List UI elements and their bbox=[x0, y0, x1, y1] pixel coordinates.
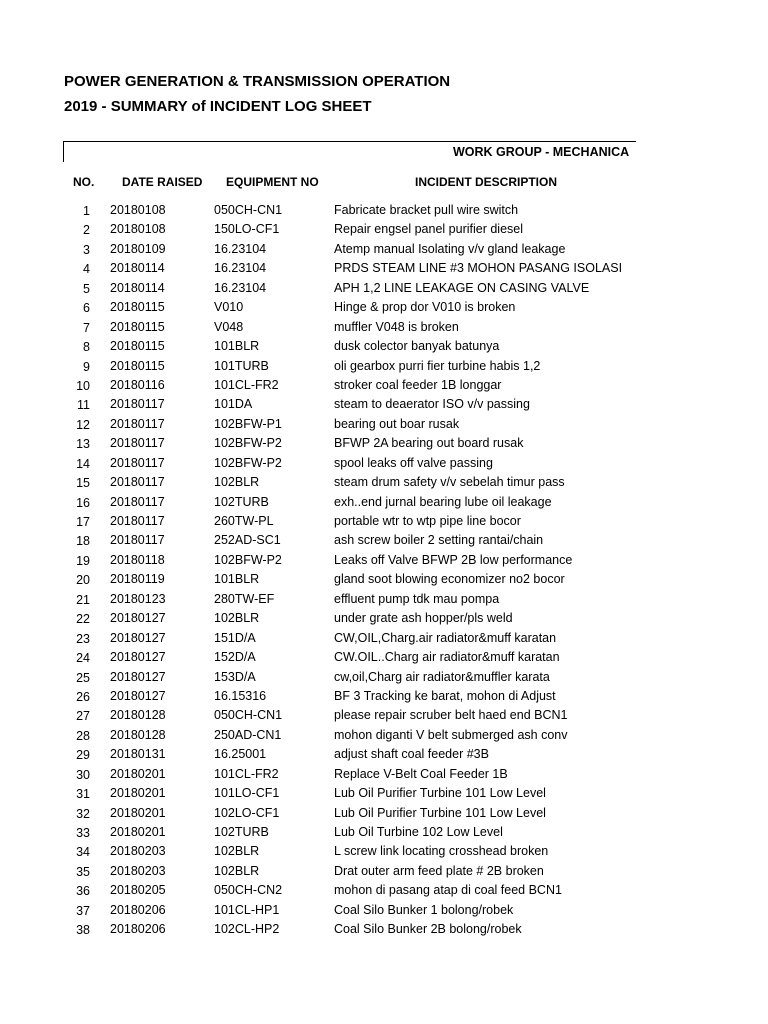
table-row bbox=[0, 241, 768, 260]
row-date-raised: 20180206 bbox=[110, 922, 166, 937]
row-number-text: 13 bbox=[76, 437, 90, 452]
row-equipment-no: 050CH-CN2 bbox=[214, 883, 283, 898]
work-group-frame bbox=[63, 141, 636, 162]
row-date-raised: 20180108 bbox=[110, 222, 166, 237]
row-date-raised: 20180108 bbox=[110, 203, 166, 217]
row-number-text: 21 bbox=[76, 592, 90, 607]
row-equipment-no: 102LO-CF1 bbox=[214, 805, 280, 820]
row-date-raised: 20180128 bbox=[110, 708, 166, 723]
table-row bbox=[0, 591, 768, 610]
row-incident-description: steam to deaerator ISO v/v passing bbox=[334, 397, 530, 412]
table-row bbox=[0, 630, 768, 649]
row-date-raised: 20180127 bbox=[110, 611, 166, 626]
row-date-raised: 20180128 bbox=[110, 727, 166, 742]
table-row bbox=[0, 669, 768, 688]
table-row bbox=[0, 824, 768, 843]
row-date-raised: 20180201 bbox=[110, 825, 166, 839]
row-equipment-no: 16.23104 bbox=[214, 280, 267, 295]
row-number-text: 36 bbox=[76, 884, 90, 899]
row-date-raised: 20180118 bbox=[110, 552, 165, 567]
row-date-raised: 20180117 bbox=[110, 514, 165, 528]
row-number-text: 7 bbox=[83, 320, 90, 335]
row-number-text: 31 bbox=[76, 787, 90, 802]
row-equipment-no: 101TURB bbox=[214, 358, 269, 373]
row-equipment-no: 153D/A bbox=[214, 669, 256, 684]
row-number-text: 25 bbox=[76, 670, 90, 685]
table-row bbox=[0, 921, 768, 940]
row-number-text: 30 bbox=[76, 767, 90, 782]
row-equipment-no: 152D/A bbox=[214, 650, 256, 665]
row-number-text: 11 bbox=[77, 398, 90, 413]
row-incident-description: Atemp manual Isolating v/v gland leakage bbox=[334, 241, 566, 256]
row-equipment-no: 280TW-EF bbox=[214, 591, 275, 606]
row-incident-description: Lub Oil Purifier Turbine 101 Low Level bbox=[334, 805, 546, 820]
row-date-raised: 20180114 bbox=[110, 261, 165, 276]
row-equipment-no: V048 bbox=[214, 319, 244, 334]
row-date-raised: 20180201 bbox=[110, 786, 166, 801]
row-number-text: 10 bbox=[76, 378, 90, 393]
row-equipment-no: 101BLR bbox=[214, 339, 260, 354]
row-equipment-no: 102BFW-P2 bbox=[214, 552, 282, 567]
row-incident-description: Repair engsel panel purifier diesel bbox=[334, 222, 524, 237]
row-equipment-no: 150LO-CF1 bbox=[214, 222, 280, 237]
table-row bbox=[0, 319, 768, 338]
table-row bbox=[0, 805, 768, 824]
row-incident-description: Coal Silo Bunker 1 bolong/robek bbox=[334, 902, 514, 917]
row-number-text: 24 bbox=[76, 651, 90, 666]
row-number-text: 6 bbox=[83, 301, 90, 316]
table-row bbox=[0, 688, 768, 707]
table-row bbox=[0, 377, 768, 396]
row-number-text: 19 bbox=[76, 553, 90, 568]
row-incident-description: exh..end jurnal bearing lube oil leakage bbox=[334, 494, 552, 509]
row-incident-description: L screw link locating crosshead broken bbox=[334, 844, 549, 859]
table-row bbox=[0, 863, 768, 882]
row-date-raised: 20180117 bbox=[110, 494, 165, 509]
table-row bbox=[0, 474, 768, 493]
table-row bbox=[0, 843, 768, 862]
row-number-text: 35 bbox=[76, 864, 90, 879]
row-number-text: 29 bbox=[76, 748, 90, 763]
row-equipment-no: 102BLR bbox=[214, 863, 260, 878]
row-incident-description: bearing out boar rusak bbox=[334, 416, 460, 431]
row-equipment-no: 102BLR bbox=[214, 844, 260, 859]
row-equipment-no: 252AD-SC1 bbox=[214, 533, 281, 548]
row-number-text: 20 bbox=[76, 573, 90, 588]
row-equipment-no: 101LO-CF1 bbox=[214, 786, 280, 801]
row-number-text: 28 bbox=[76, 728, 90, 743]
row-date-raised: 20180127 bbox=[110, 630, 166, 645]
row-number-text: 4 bbox=[83, 262, 90, 277]
row-incident-description: Fabricate bracket pull wire switch bbox=[334, 203, 519, 217]
header-no: NO. bbox=[73, 175, 95, 189]
row-number-text: 3 bbox=[83, 242, 90, 257]
row-equipment-no: 101CL-FR2 bbox=[214, 377, 279, 392]
row-incident-description: under grate ash hopper/pls weld bbox=[334, 611, 513, 626]
row-equipment-no: 102BLR bbox=[214, 475, 260, 490]
row-number-text: 1 bbox=[83, 204, 90, 218]
row-incident-description: ash screw boiler 2 setting rantai/chain bbox=[334, 533, 544, 548]
work-group-label: WORK GROUP - MECHANICA bbox=[453, 145, 630, 159]
row-incident-description: Lub Oil Purifier Turbine 101 Low Level bbox=[334, 786, 546, 801]
row-incident-description: BF 3 Tracking ke barat, mohon di Adjust bbox=[334, 688, 556, 703]
row-number-text: 33 bbox=[76, 826, 90, 840]
row-equipment-no: 101CL-HP1 bbox=[214, 902, 280, 917]
row-date-raised: 20180117 bbox=[110, 416, 165, 431]
row-date-raised: 20180119 bbox=[110, 572, 165, 587]
row-incident-description: mohon di pasang atap di coal feed BCN1 bbox=[334, 883, 562, 898]
table-row bbox=[0, 882, 768, 901]
row-equipment-no: V010 bbox=[214, 300, 244, 315]
row-equipment-no: 101BLR bbox=[214, 572, 260, 587]
row-equipment-no: 102BFW-P1 bbox=[214, 416, 282, 431]
row-equipment-no: 102BLR bbox=[214, 611, 260, 626]
table-row bbox=[0, 766, 768, 785]
table-row bbox=[0, 455, 768, 474]
row-equipment-no: 102TURB bbox=[214, 494, 269, 509]
row-date-raised: 20180117 bbox=[110, 397, 165, 412]
table-row bbox=[0, 902, 768, 921]
table-row bbox=[0, 552, 768, 571]
row-equipment-no: 050CH-CN1 bbox=[214, 708, 283, 723]
row-number-text: 22 bbox=[76, 612, 90, 627]
row-number-text: 2 bbox=[83, 223, 90, 238]
header-incident-description: INCIDENT DESCRIPTION bbox=[415, 175, 558, 189]
table-row bbox=[0, 299, 768, 318]
row-date-raised: 20180117 bbox=[110, 436, 165, 451]
row-number-text: 5 bbox=[83, 281, 90, 296]
row-incident-description: cw,oil,Charg air radiator&muffler karata bbox=[334, 669, 550, 684]
row-date-raised: 20180115 bbox=[110, 300, 165, 315]
row-date-raised: 20180203 bbox=[110, 844, 166, 859]
row-number-text: 27 bbox=[76, 709, 90, 724]
row-date-raised: 20180131 bbox=[110, 747, 166, 762]
row-incident-description: PRDS STEAM LINE #3 MOHON PASANG ISOLASI bbox=[334, 261, 623, 276]
row-date-raised: 20180115 bbox=[110, 358, 165, 373]
row-incident-description: effluent pump tdk mau pompa bbox=[334, 591, 500, 606]
row-incident-description: muffler V048 is broken bbox=[334, 319, 459, 334]
row-equipment-no: 102BFW-P2 bbox=[214, 455, 282, 470]
row-equipment-no: 250AD-CN1 bbox=[214, 727, 282, 742]
row-incident-description: CW.OIL..Charg air radiator&muff karatan bbox=[334, 650, 560, 665]
row-equipment-no: 16.25001 bbox=[214, 747, 267, 762]
table-row bbox=[0, 707, 768, 726]
table-row bbox=[0, 513, 768, 532]
row-equipment-no: 16.23104 bbox=[214, 261, 267, 276]
row-date-raised: 20180115 bbox=[110, 339, 165, 354]
row-date-raised: 20180116 bbox=[110, 377, 165, 392]
row-equipment-no: 050CH-CN1 bbox=[214, 203, 283, 217]
row-date-raised: 20180127 bbox=[110, 669, 166, 684]
row-incident-description: steam drum safety v/v sebelah timur pass bbox=[334, 475, 565, 490]
row-incident-description: BFWP 2A bearing out board rusak bbox=[334, 436, 524, 451]
row-date-raised: 20180117 bbox=[110, 533, 165, 548]
row-incident-description: Coal Silo Bunker 2B bolong/robek bbox=[334, 922, 522, 937]
row-incident-description: dusk colector banyak batunya bbox=[334, 339, 500, 354]
table-row bbox=[0, 785, 768, 804]
row-number-text: 34 bbox=[76, 845, 90, 860]
table-row bbox=[0, 260, 768, 279]
row-incident-description: spool leaks off valve passing bbox=[334, 455, 493, 470]
row-incident-description: stroker coal feeder 1B longgar bbox=[334, 377, 502, 392]
row-date-raised: 20180201 bbox=[110, 805, 166, 820]
row-number-text: 37 bbox=[76, 903, 90, 918]
row-date-raised: 20180117 bbox=[110, 455, 165, 470]
row-incident-description: please repair scruber belt haed end BCN1 bbox=[334, 708, 568, 723]
row-incident-description: Lub Oil Turbine 102 Low Level bbox=[334, 825, 503, 839]
row-equipment-no: 101CL-FR2 bbox=[214, 766, 279, 781]
table-row bbox=[0, 610, 768, 629]
row-date-raised: 20180201 bbox=[110, 766, 166, 781]
row-number-text: 12 bbox=[76, 417, 90, 432]
report-title: POWER GENERATION & TRANSMISSION OPERATION bbox=[64, 73, 451, 90]
row-date-raised: 20180205 bbox=[110, 883, 166, 898]
row-incident-description: oli gearbox purri fier turbine habis 1,2 bbox=[334, 358, 541, 373]
row-incident-description: Leaks off Valve BFWP 2B low performance bbox=[334, 552, 573, 567]
table-row bbox=[0, 571, 768, 590]
incident-table bbox=[0, 202, 768, 941]
row-date-raised: 20180123 bbox=[110, 591, 166, 606]
row-date-raised: 20180127 bbox=[110, 650, 166, 665]
table-row bbox=[0, 727, 768, 746]
row-date-raised: 20180109 bbox=[110, 241, 166, 256]
row-number-text: 14 bbox=[76, 456, 90, 471]
row-incident-description: Replace V-Belt Coal Feeder 1B bbox=[334, 766, 508, 781]
row-number-text: 9 bbox=[83, 359, 90, 374]
row-number-text: 38 bbox=[76, 923, 90, 938]
row-number-text: 32 bbox=[76, 806, 90, 821]
row-equipment-no: 102TURB bbox=[214, 825, 269, 839]
row-incident-description: Hinge & prop dor V010 is broken bbox=[334, 300, 516, 315]
report-subtitle: 2019 - SUMMARY of INCIDENT LOG SHEET bbox=[64, 98, 372, 115]
table-row bbox=[0, 435, 768, 454]
row-incident-description: portable wtr to wtp pipe line bocor bbox=[334, 514, 521, 528]
table-row bbox=[0, 338, 768, 357]
row-date-raised: 20180203 bbox=[110, 863, 166, 878]
row-date-raised: 20180127 bbox=[110, 688, 166, 703]
row-number-text: 23 bbox=[76, 631, 90, 646]
row-equipment-no: 16.23104 bbox=[214, 241, 267, 256]
row-equipment-no: 102CL-HP2 bbox=[214, 922, 280, 937]
row-incident-description: mohon diganti V belt submerged ash conv bbox=[334, 727, 568, 742]
row-date-raised: 20180117 bbox=[110, 475, 165, 490]
row-equipment-no: 102BFW-P2 bbox=[214, 436, 282, 451]
table-row bbox=[0, 532, 768, 551]
table-row bbox=[0, 494, 768, 513]
table-row bbox=[0, 649, 768, 668]
table-row bbox=[0, 746, 768, 765]
table-row bbox=[0, 396, 768, 415]
table-row bbox=[0, 280, 768, 299]
row-equipment-no: 260TW-PL bbox=[214, 514, 274, 528]
row-date-raised: 20180206 bbox=[110, 902, 166, 917]
header-equipment-no: EQUIPMENT NO bbox=[226, 175, 319, 189]
row-number-text: 17 bbox=[76, 515, 90, 529]
row-number-text: 15 bbox=[76, 476, 90, 491]
row-equipment-no: 151D/A bbox=[214, 630, 256, 645]
table-row bbox=[0, 221, 768, 240]
row-number-text: 16 bbox=[76, 495, 90, 510]
row-equipment-no: 16.15316 bbox=[214, 688, 267, 703]
table-row bbox=[0, 358, 768, 377]
row-incident-description: Drat outer arm feed plate # 2B broken bbox=[334, 863, 544, 878]
table-row bbox=[0, 416, 768, 435]
table-row bbox=[0, 202, 768, 221]
row-incident-description: APH 1,2 LINE LEAKAGE ON CASING VALVE bbox=[334, 280, 590, 295]
row-incident-description: gland soot blowing economizer no2 bocor bbox=[334, 572, 565, 587]
row-number-text: 18 bbox=[76, 534, 90, 549]
row-number-text: 8 bbox=[83, 340, 90, 355]
row-number-text: 26 bbox=[76, 689, 90, 704]
row-incident-description: CW,OIL,Charg.air radiator&muff karatan bbox=[334, 630, 557, 645]
row-incident-description: adjust shaft coal feeder #3B bbox=[334, 747, 489, 762]
header-date-raised: DATE RAISED bbox=[122, 175, 203, 189]
row-date-raised: 20180115 bbox=[110, 319, 165, 334]
row-equipment-no: 101DA bbox=[214, 397, 253, 412]
row-date-raised: 20180114 bbox=[110, 280, 165, 295]
